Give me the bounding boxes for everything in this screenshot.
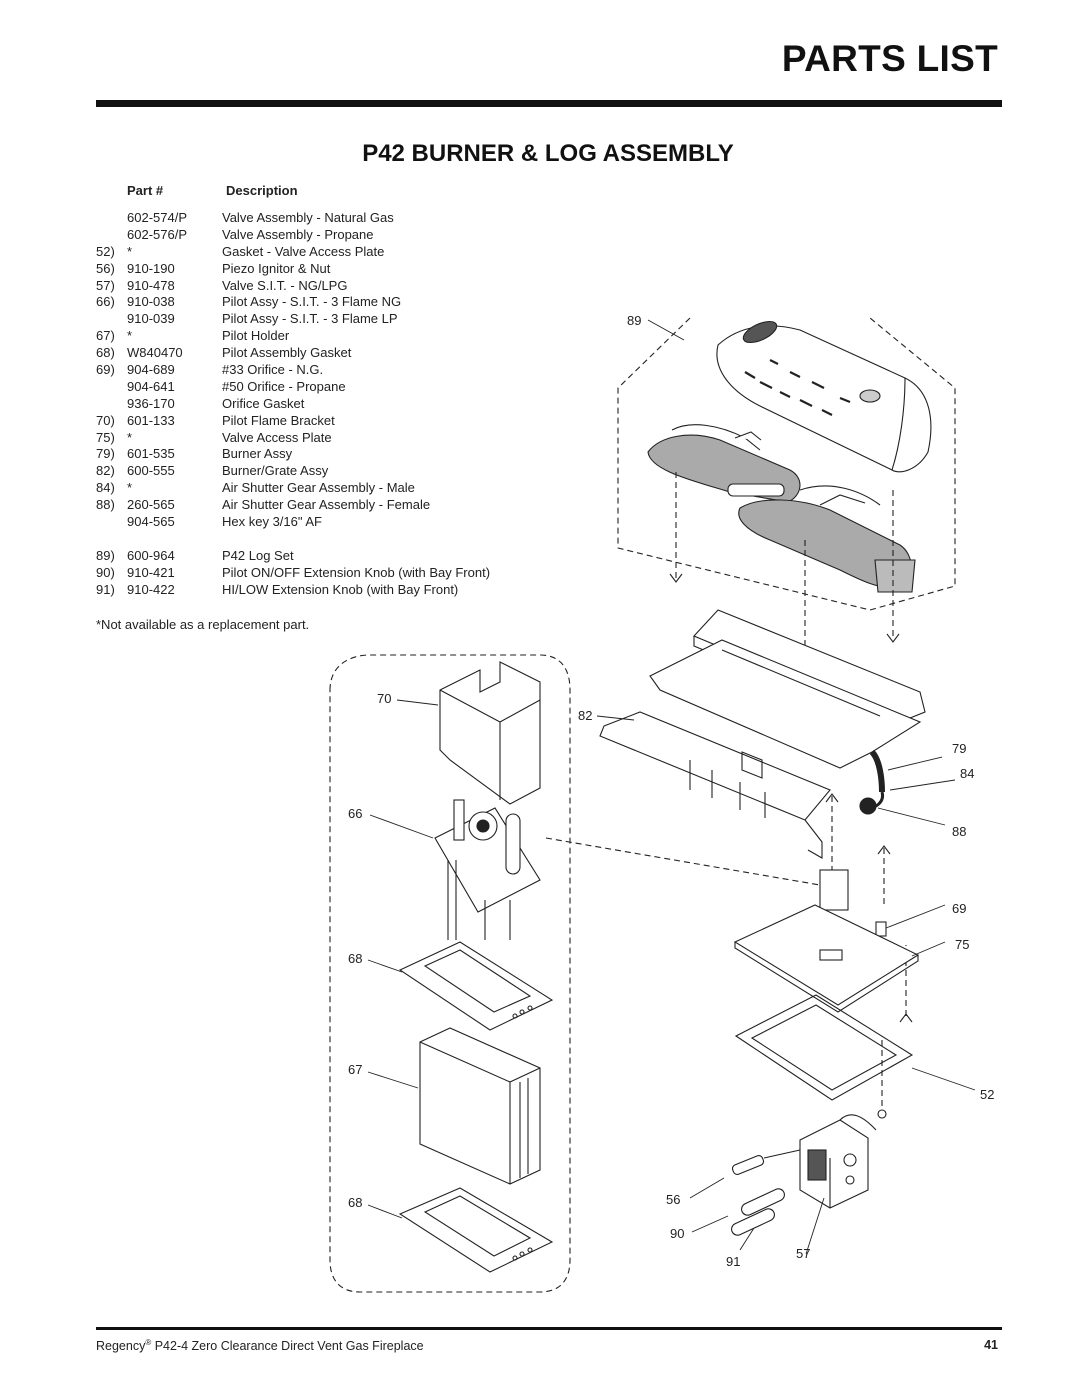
part-description: #33 Orifice - N.G. bbox=[222, 362, 324, 378]
part-description: Gasket - Valve Access Plate bbox=[222, 243, 385, 259]
part-number: * bbox=[127, 429, 133, 445]
part-description: Hex key 3/16" AF bbox=[222, 514, 322, 530]
callout-68-bottom: 68 bbox=[348, 1195, 363, 1210]
part-description: Piezo Ignitor & Nut bbox=[222, 260, 331, 276]
part-description: Valve Access Plate bbox=[222, 429, 332, 445]
row-index: 70) bbox=[96, 412, 115, 428]
callout-57: 57 bbox=[796, 1246, 811, 1261]
callout-90: 90 bbox=[670, 1226, 685, 1241]
part-number: 910-421 bbox=[127, 564, 175, 580]
part-number: * bbox=[127, 328, 133, 344]
pilot-gasket-top bbox=[400, 942, 552, 1030]
row-index: 91) bbox=[96, 581, 115, 597]
callout-67: 67 bbox=[348, 1062, 363, 1077]
part-description: Orifice Gasket bbox=[222, 395, 305, 411]
row-index: 66) bbox=[96, 294, 115, 310]
gear-male bbox=[860, 798, 876, 814]
footer-rule bbox=[96, 1327, 1002, 1330]
footer-brand: Regency bbox=[96, 1339, 146, 1354]
row-index: 88) bbox=[96, 497, 115, 513]
part-number: 904-641 bbox=[127, 378, 175, 394]
log-top bbox=[717, 317, 931, 472]
callout-89: 89 bbox=[627, 313, 642, 328]
part-number: 601-535 bbox=[127, 446, 175, 462]
pilot-flame-bracket bbox=[440, 662, 540, 804]
pilot-gasket-bottom bbox=[400, 1188, 552, 1272]
piezo-ignitor bbox=[731, 1150, 800, 1176]
callout-79: 79 bbox=[952, 741, 967, 756]
callout-91: 91 bbox=[726, 1254, 741, 1269]
extension-knobs bbox=[730, 1187, 787, 1237]
part-description: P42 Log Set bbox=[222, 547, 294, 563]
part-description: Pilot Holder bbox=[222, 328, 290, 344]
page-number: 41 bbox=[984, 1338, 998, 1352]
part-description: Air Shutter Gear Assembly - Female bbox=[222, 497, 431, 513]
part-number: 910-478 bbox=[127, 277, 175, 293]
row-index: 68) bbox=[96, 345, 115, 361]
row-index: 84) bbox=[96, 480, 115, 496]
row-index: 57) bbox=[96, 277, 115, 293]
part-number: 602-576/P bbox=[127, 226, 187, 242]
row-index: 67) bbox=[96, 328, 115, 344]
part-number: 600-964 bbox=[127, 547, 175, 563]
row-index: 90) bbox=[96, 564, 115, 580]
footnote: *Not available as a replacement part. bbox=[96, 617, 310, 632]
part-description: Pilot Assy - S.I.T. - 3 Flame NG bbox=[222, 294, 402, 310]
orifice bbox=[876, 922, 886, 936]
row-index: 52) bbox=[96, 243, 115, 259]
part-number: 910-038 bbox=[127, 294, 175, 310]
part-description: Burner Assy bbox=[222, 446, 293, 462]
part-number: 260-565 bbox=[127, 497, 175, 513]
part-description: Valve S.I.T. - NG/LPG bbox=[222, 277, 348, 293]
part-description: Pilot Assembly Gasket bbox=[222, 345, 352, 361]
row-index: 82) bbox=[96, 463, 115, 479]
part-number: * bbox=[127, 243, 133, 259]
part-number: 904-565 bbox=[127, 514, 175, 530]
callout-69: 69 bbox=[952, 901, 967, 916]
pilot-assembly bbox=[435, 800, 540, 940]
callout-68-top: 68 bbox=[348, 951, 363, 966]
part-number: 910-039 bbox=[127, 311, 175, 327]
part-number: W840470 bbox=[127, 345, 183, 361]
part-description: Air Shutter Gear Assembly - Male bbox=[222, 480, 415, 496]
pilot-holder bbox=[420, 1028, 540, 1184]
part-number: * bbox=[127, 480, 133, 496]
callout-88: 88 bbox=[952, 824, 967, 839]
part-number: 904-689 bbox=[127, 362, 175, 378]
log-right bbox=[739, 486, 915, 592]
part-description: Valve Assembly - Propane bbox=[222, 226, 374, 242]
part-number: 910-422 bbox=[127, 581, 175, 597]
part-description: Burner/Grate Assy bbox=[222, 463, 329, 479]
registered-mark: ® bbox=[145, 1338, 152, 1347]
log-left bbox=[648, 425, 800, 502]
column-header-description: Description bbox=[226, 183, 298, 198]
part-number: 601-133 bbox=[127, 412, 175, 428]
part-number: 600-555 bbox=[127, 463, 175, 479]
part-number: 910-190 bbox=[127, 260, 175, 276]
valve-access-plate bbox=[735, 905, 918, 1012]
part-description: Pilot ON/OFF Extension Knob (with Bay Front) bbox=[222, 564, 491, 580]
callout-56: 56 bbox=[666, 1192, 681, 1207]
row-index: 56) bbox=[96, 260, 115, 276]
part-number: 602-574/P bbox=[127, 210, 187, 225]
callout-66: 66 bbox=[348, 806, 363, 821]
row-index: 69) bbox=[96, 362, 115, 378]
gas-valve bbox=[800, 1115, 876, 1208]
row-index: 89) bbox=[96, 547, 115, 563]
part-description: Valve Assembly - Natural Gas bbox=[222, 210, 394, 225]
callout-82: 82 bbox=[578, 708, 593, 723]
valve-gasket bbox=[736, 995, 912, 1100]
row-index: 79) bbox=[96, 446, 115, 462]
part-description: #50 Orifice - Propane bbox=[222, 378, 346, 394]
column-header-part: Part # bbox=[127, 183, 164, 198]
orifice-bracket bbox=[820, 870, 848, 910]
part-description: Pilot Flame Bracket bbox=[222, 412, 335, 428]
footer-product-line bbox=[96, 1338, 424, 1353]
part-description: Pilot Assy - S.I.T. - 3 Flame LP bbox=[222, 311, 398, 327]
page-header-title: PARTS LIST bbox=[781, 38, 998, 79]
part-description: HI/LOW Extension Knob (with Bay Front) bbox=[222, 581, 459, 597]
callout-70: 70 bbox=[377, 691, 392, 706]
row-index: 75) bbox=[96, 429, 115, 445]
section-title: P42 BURNER & LOG ASSEMBLY bbox=[362, 140, 734, 167]
burner-tray bbox=[600, 610, 925, 858]
callout-52: 52 bbox=[980, 1087, 995, 1102]
footer-product: P42-4 Zero Clearance Direct Vent Gas Fireplace bbox=[151, 1339, 424, 1354]
callout-84: 84 bbox=[960, 766, 975, 781]
callout-75: 75 bbox=[955, 937, 970, 952]
part-number: 936-170 bbox=[127, 395, 175, 411]
